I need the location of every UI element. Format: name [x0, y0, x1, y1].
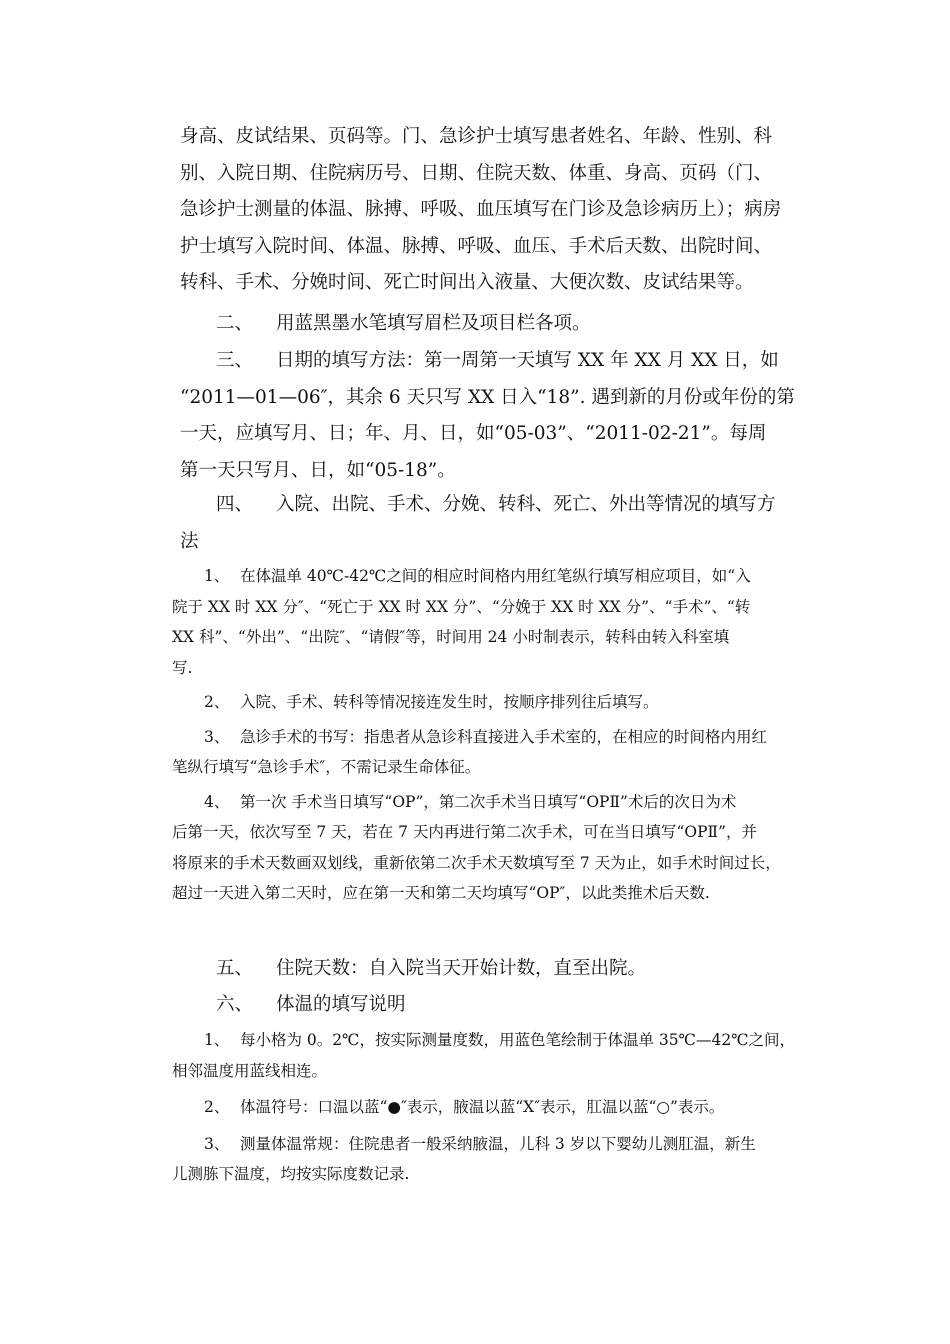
section-number: 二、 [216, 313, 254, 334]
text-line: 院于 XX 时 XX 分″、“死亡于 XX 时 XX 分”、“分娩于 XX 时 XX 分”、“手术”、“转 [172, 597, 751, 616]
section-text: 体温的填写说明 [276, 994, 406, 1015]
item-number: 2、 [204, 1098, 230, 1116]
section-4-items [172, 561, 812, 909]
section-6-heading [180, 987, 810, 1024]
section-3 [180, 343, 810, 489]
text-line: 笔纵行填写“急诊手术″，不需记录生命体征。 [172, 758, 481, 776]
text-line: 后第一天，依次写至 7 天，若在 7 天内再进行第二次手术，可在当日填写“OPⅡ”，并 [172, 823, 757, 841]
text-line: 转科、手术、分娩时间、死亡时间出入液量、大便次数、皮试结果等。 [180, 272, 754, 293]
item-number: 2、 [204, 693, 230, 711]
text-line: 在体温单 40℃-42℃之间的相应时间格内用红笔纵行填写相应项目，如“入 [240, 567, 751, 585]
section-number: 四、 [216, 494, 254, 515]
section-text: 住院天数：自入院当天开始计数，直至出院。 [276, 958, 647, 979]
text-line: 第一次 手术当日填写“OP”，第二次手术当日填写“OPⅡ”术后的次日为术 [240, 792, 737, 811]
section-number: 三、 [216, 350, 254, 371]
text-line: “2011—01—06″，其余 6 天只写 XX 日入“18”. 遇到新的月份或年份的第 [180, 386, 795, 408]
text-line: 急诊护士测量的体温、脉搏、呼吸、血压填写在门诊及急诊病历上）；病房 [180, 199, 782, 220]
text-line: 写. [172, 658, 193, 677]
item-number: 4、 [204, 792, 230, 811]
section-6-items [172, 1025, 812, 1190]
text-line: 相邻温度用蓝线相连。 [172, 1061, 328, 1080]
text-line: XX 科”、“外出”、“出院″、“请假″等，时间用 24 小时制表示，转科由转入科室填 [172, 628, 730, 646]
section-number: 六、 [216, 994, 254, 1015]
text-line: 日期的填写方法：第一周第一天填写 XX 年 XX 月 XX 日，如 [276, 350, 779, 371]
text-line: 入院、手术、转科等情况接连发生时，按顺序排列往后填写。 [240, 693, 659, 711]
section-number: 五、 [216, 958, 254, 979]
item-number: 3、 [204, 727, 230, 746]
text-line: 儿测胨下温度，均按实际度数记录. [172, 1165, 410, 1183]
text-line: 身高、皮试结果、页码等。门、急诊护士填写患者姓名、年龄、性别、科 [180, 126, 773, 147]
text-line: 每小格为 0。2℃，按实际测量度数，用蓝色笔绘制于体温单 35℃—42℃之间， [240, 1031, 796, 1049]
section-text: 用蓝黑墨水笔填写眉栏及项目栏各项。 [276, 313, 591, 334]
text-line: 第一天只写月、日，如“05-18”。 [180, 459, 456, 481]
text-line: 法 [180, 530, 199, 552]
text-line: 入院、出院、手术、分娩、转科、死亡、外出等情况的填写方 [276, 494, 776, 515]
text-line: 急诊手术的书写：指患者从急诊科直接进入手术室的，在相应的时间格内用红 [240, 727, 768, 746]
text-line: 将原来的手术天数画双划线，重新依第二次手术天数填写至 7 天为止，如手术时间过长， [172, 853, 781, 872]
section-5 [180, 951, 810, 988]
item-number: 1、 [204, 1031, 230, 1049]
text-line: 体温符号：口温以蓝“●″表示，腋温以蓝“X″表示，肛温以蓝“○”表示。 [240, 1098, 725, 1116]
section-4-heading [180, 487, 810, 560]
section-2 [180, 306, 810, 343]
text-line: 一天，应填写月、日；年、月、日，如“05-03”、“2011-02-21”。每周 [180, 423, 767, 444]
item-number: 3、 [204, 1134, 230, 1153]
item-number: 1、 [204, 567, 230, 585]
intro-paragraph [180, 119, 810, 302]
text-line: 别、入院日期、住院病历号、日期、住院天数、体重、身高、页码（门、 [180, 162, 773, 184]
text-line: 超过一天进入第二天时，应在第一天和第二天均填写“OP″，以此类推术后天数. [172, 884, 710, 902]
text-line: 护士填写入院时间、体温、脉搏、呼吸、血压、手术后天数、出院时间、 [180, 235, 773, 257]
text-line: 测量体温常规：住院患者一般采纳腋温，儿科 3 岁以下婴幼儿测肛温，新生 [240, 1134, 756, 1153]
